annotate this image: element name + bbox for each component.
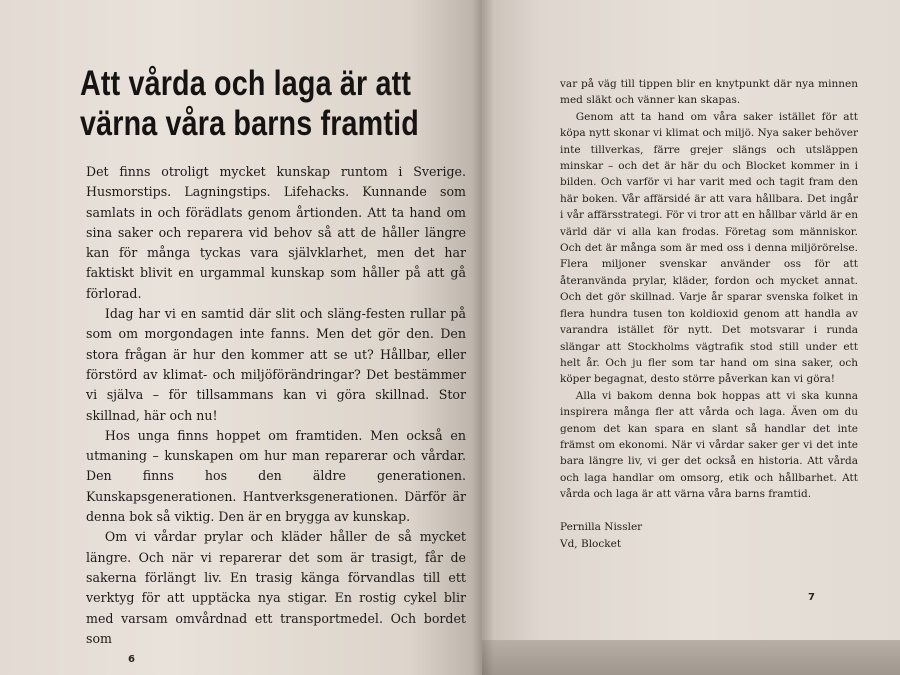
heading-line-2: värna våra barns framtid [80,104,419,143]
table-surface [482,640,900,675]
paragraph: var på väg till tippen blir en knytpunkt där nya minnen med släkt och vänner kan skapas. [560,78,858,107]
paragraph: Alla vi bakom denna bok hoppas att vi ska kunna inspirera många fler att vårda och laga. Även om du genom det kan spara en slant så handlar det inte främst om ekonomi. När vi vårdar saker ger vi det inte bara längre liv, vi ger det också en historia. Att vårda och laga handlar om omsorg, etik och hållbarhet. Att vårda och laga är att värna våra barns framtid. [560,389,858,501]
signature-role: Vd, Blocket [560,537,622,550]
paragraph: Genom att ta hand om våra saker istället för att köpa nytt skonar vi klimat och miljö. Nya saker behöver inte tillverkas, färre grejer slängs och utsläppen minskar – och det är här du och Blocket kommer in i bilden. Och varför vi har varit med och tagit fram den här boken. Vår affärsidé är att vara hållbara. Det ingår i vår affärsstrategi. För vi tror att en hållbar värld är en värld där vi alla kan frodas. Företag som människor. Och det är många som är med oss i denna miljörörelse. Flera miljoner svenskar använder oss för att återanvända prylar, kläder, fordon och mycket annat. Och det gör skillnad. Varje år sparar svenska folket in flera hundra tusen ton koldioxid genom att handla av varandra istället för nytt. Det motsvarar i runda slängar att Stockholms vägtrafik stod still under ett helt år. Och ju fler som tar hand om sina saker, och köper begagnat, desto större påverkan kan vi göra! [560,110,858,386]
paragraph: Hos unga finns hoppet om framtiden. Men också en utmaning – kunskapen om hur man reparerar och vårdar. Den finns hos den äldre generationen. Kunskapsgenerationen. Hantverksgenerationen. Därför är denna bok så viktig. Den är en brygga av kunskap. [86,427,466,525]
signature [560,519,858,553]
paragraph: Det finns otroligt mycket kunskap runtom i Sverige. Husmorstips. Lagningstips. Lifehacks. Kunnande som samlats in och förädlats genom årtionden. Att ta hand om sina saker och reparera vid behov så att de håller längre kan för många tyckas vara självklarhet, men det har faktiskt blivit en urgammal kunskap som håller på att gå förlorad. [86,164,466,301]
chapter-heading [80,64,419,144]
signature-name: Pernilla Nissler [560,520,643,533]
paragraph: Idag har vi en samtid där slit och släng-festen rullar på som om morgondagen inte fanns. Men det gör den. Den stora frågan är hur den kommer att se ut? Hållbar, eller förstörd av klimat- och miljöförändringar? Det bestämmer vi själva – för tillsammans kan vi göra skillnad. Stor skillnad, här och nu! [86,306,466,423]
book-gutter [472,0,494,675]
page-number-right: 7 [808,592,815,603]
paragraph: Om vi vårdar prylar och kläder håller de så mycket längre. Och när vi reparerar det som är trasigt, får de sakerna förlängt liv. En trasig känga förvandlas till ett verktyg för att upptäcka nya stigar. En rostig cykel blir med varsam omvårdnad ett transportmedel. Och bordet som [86,529,466,646]
right-text-column [560,76,858,553]
page-number-left: 6 [128,654,135,665]
heading-line-1: Att vårda och laga är att [80,64,412,103]
left-text-column [86,162,466,649]
